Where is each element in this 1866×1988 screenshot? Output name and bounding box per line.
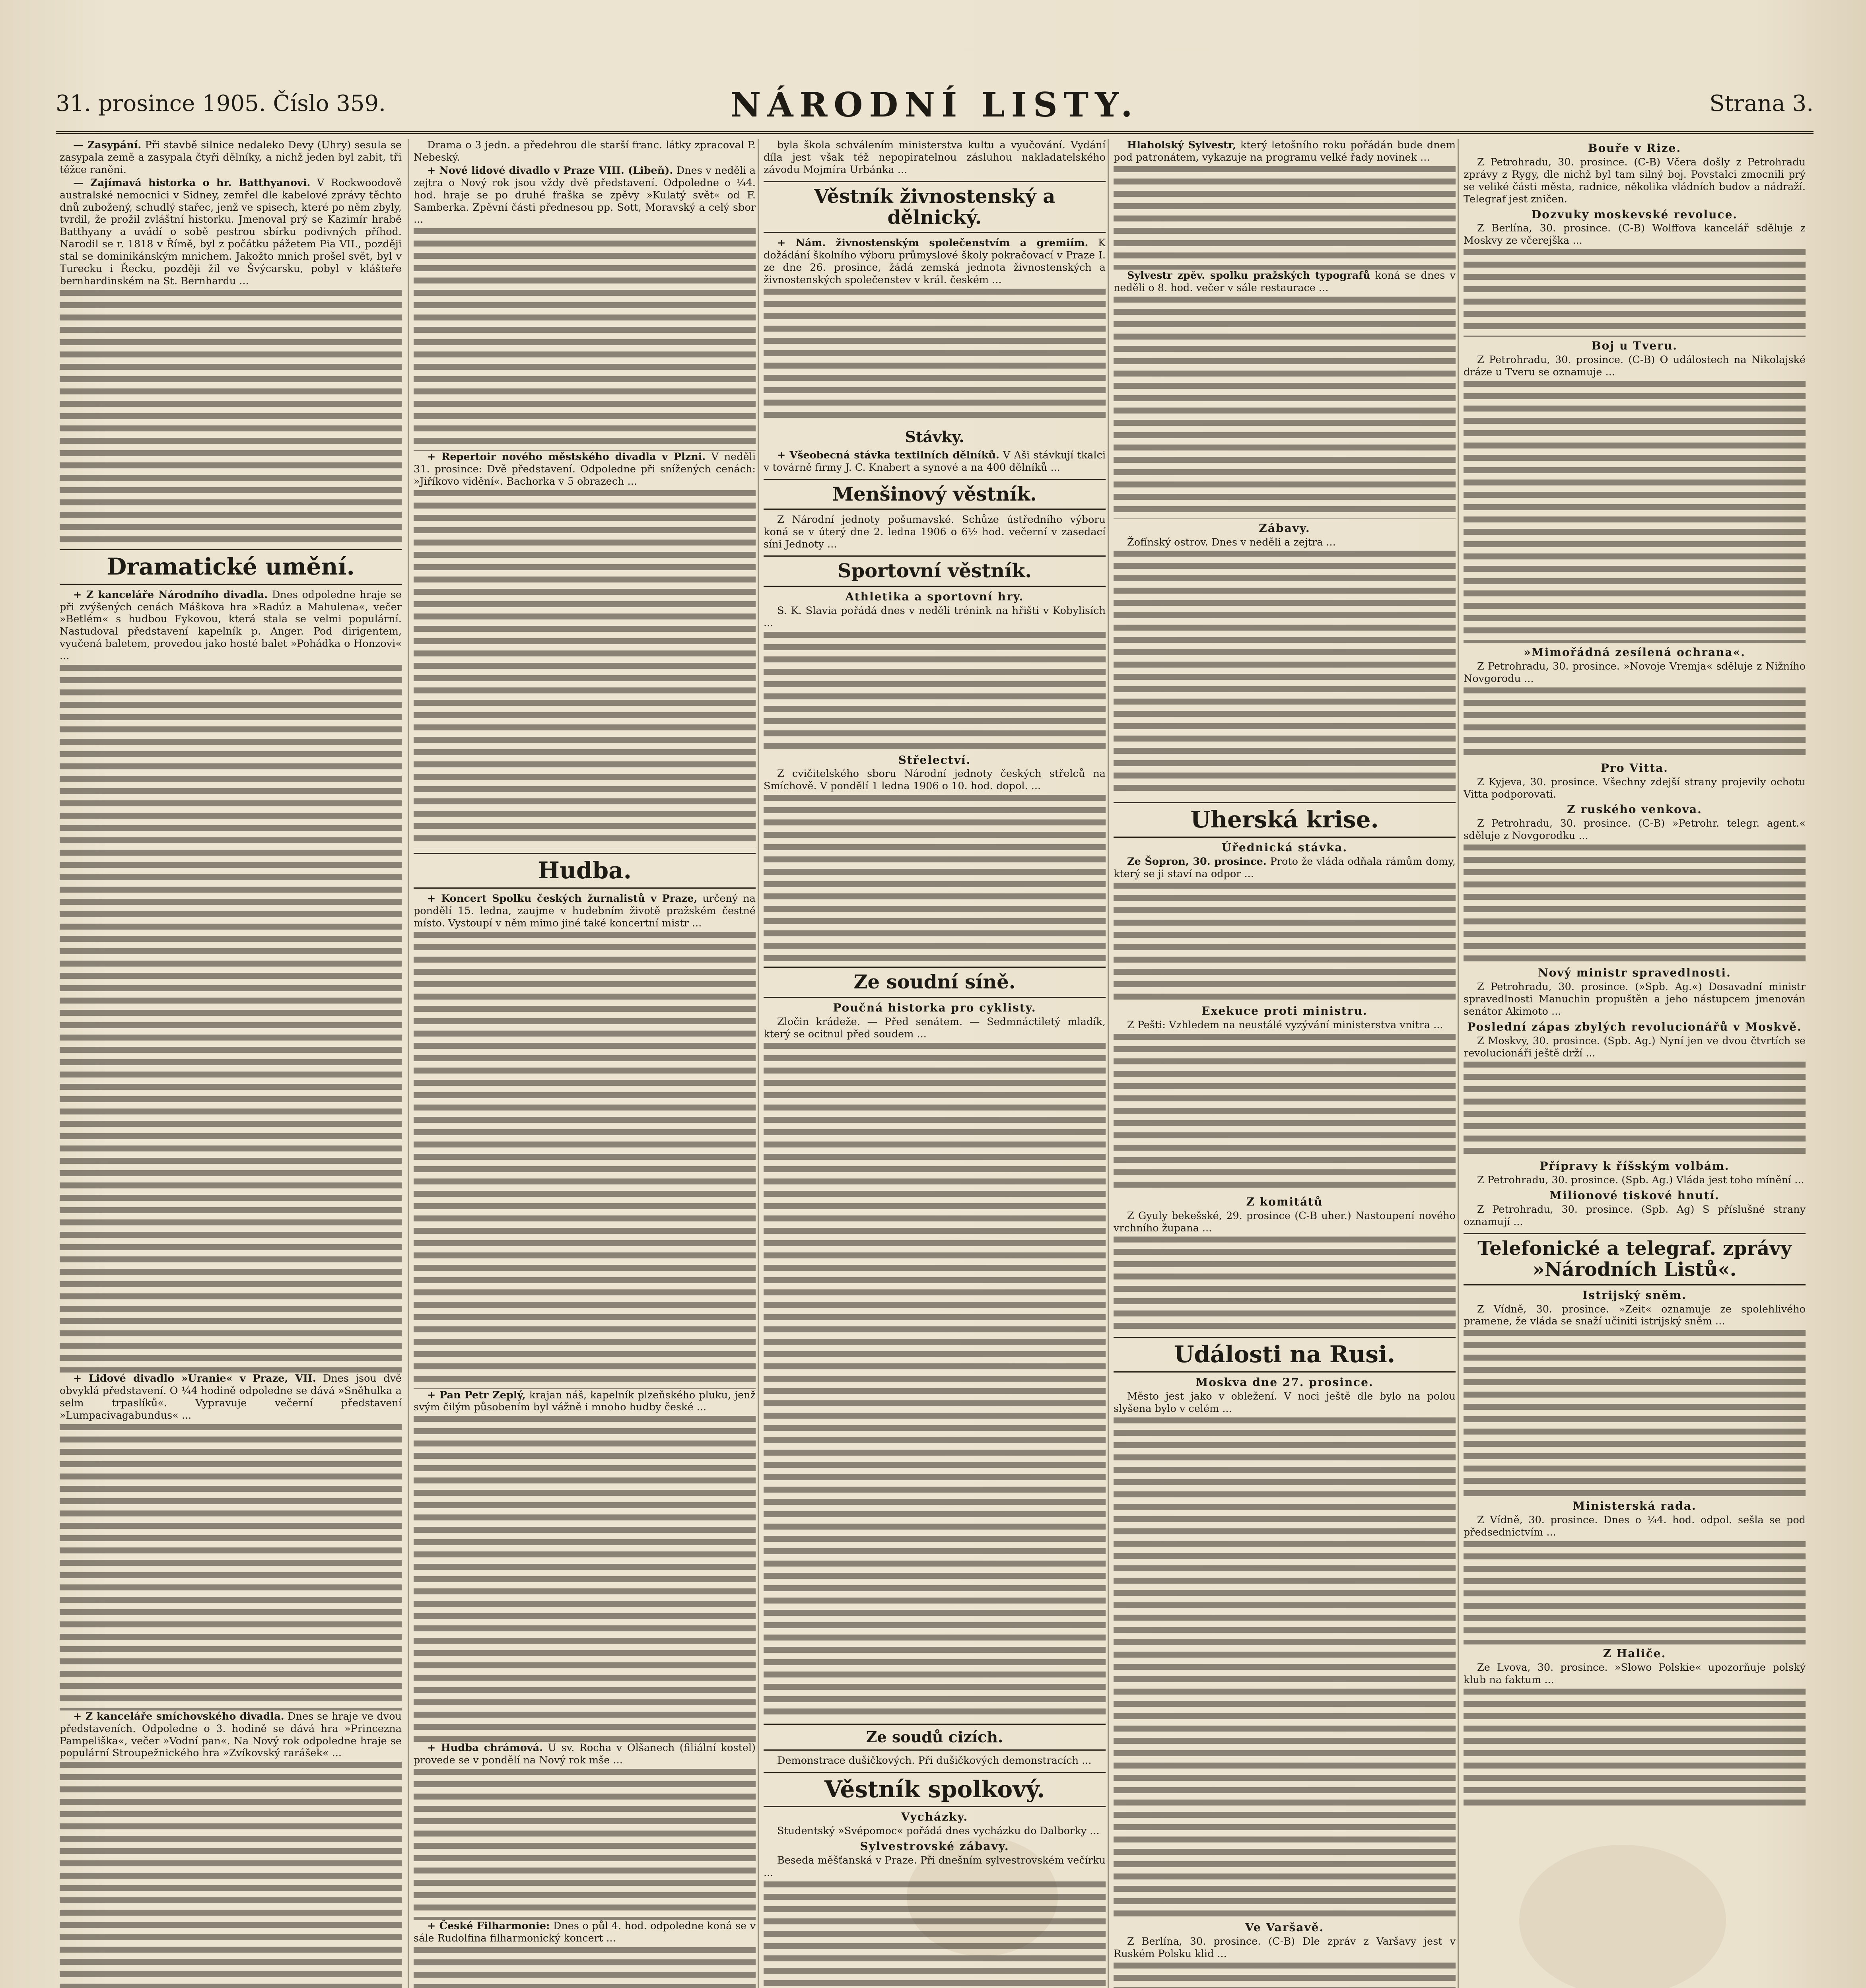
issue-date: 31. prosince 1905. Číslo 359. (56, 91, 386, 116)
text-block (1464, 1330, 1806, 1497)
article-text: Demonstrace dušičkových. Při dušičkových demonstracích ... (777, 1754, 1092, 1767)
article-text: Z Národní jednoty pošumavské. Schůze ústředního výboru koná se v úterý dne 2. ledna 1906 o 6½ hod. večerní v zasedací síni Jednoty ... (764, 514, 1106, 551)
article (414, 1742, 756, 1767)
article-head: + Z kanceláře smíchovského divadla. (73, 1710, 284, 1722)
article-text: který letošního roku pořádán bude dnem pod patronátem, vykazuje na programu velké řady novinek ... (1114, 139, 1456, 163)
text-block (764, 1043, 1106, 1719)
subsection-title: Boj u Tveru. (1591, 339, 1678, 353)
article-text: Z Pešti: Vzhledem na neustálé vyzývání ministerstva vnitra ... (1127, 1019, 1443, 1031)
article-text: Dnes se hraje ve dvou představeních. Odpoledne o 3. hodině se dává hra »Princezna Pampeliška«, večer »Vodní pan«. Na Nový rok odpoledne hraje se populární Stroupežnického hra »Zvíkovský rarášek« ... (60, 1710, 402, 1759)
text-block (764, 1881, 1106, 1988)
article-head: + Pan Petr Zeplý, (427, 1389, 526, 1401)
article (414, 893, 756, 930)
article-text: Z Gyuly bekešské, 29. prosince (C-B uher.) Nastoupení nového vrchního župana ... (1114, 1209, 1456, 1234)
subsection-title: Přípravy k říšským volbám. (1539, 1159, 1730, 1173)
section-title: Věstník spolkový. (764, 1772, 1106, 1807)
section-title: Ze soudní síně. (764, 967, 1106, 998)
subsection-title: Poučná historka pro cyklisty. (833, 1001, 1036, 1015)
article (414, 139, 756, 164)
subsection-title: Zábavy. (1259, 521, 1310, 535)
subsection-title: Poslední zápas zbylých revolucionářů v Moskvě. (1467, 1020, 1802, 1033)
article-head: + Hudba chrámová. (427, 1742, 543, 1754)
article-head: + Repertoir nového městského divadla v Plzni. (427, 451, 706, 463)
text-block (1464, 1062, 1806, 1157)
page-number: Strana 3. (1709, 91, 1814, 116)
article-text: S. K. Slavia pořádá dnes v neděli trénink na hřišti v Kobylisích ... (764, 604, 1106, 629)
text-block (414, 1947, 756, 1988)
article-head: Sylvestr zpěv. spolku pražských typografů (1127, 269, 1370, 282)
subsection-title: Athletika a sportovní hry. (845, 590, 1024, 603)
subsection-title: Nový ministr spravedlnosti. (1538, 966, 1731, 980)
article-text: Z Petrohradu, 30. prosince. (»Spb. Ag.«) Dosavadní ministr spravedlnosti Manuchin propuštěn a jeho nástupcem jmenován senátor Akimoto ... (1464, 981, 1806, 1017)
article (1114, 139, 1456, 164)
article-text: koná se dnes v neděli o 8. hod. večer v sále restaurace ... (1114, 269, 1456, 294)
subsection-title: Istrijský sněm. (1582, 1288, 1687, 1302)
article (414, 1920, 756, 1945)
article (1464, 660, 1806, 685)
article (1114, 270, 1456, 294)
article-head: + Z kanceláře Národního divadla. (73, 588, 268, 601)
article-text: U sv. Rocha v Olšanech (filiální kostel) provede se v pondělí na Nový rok mše ... (414, 1742, 756, 1767)
subsection-title: Dozvuky moskevské revoluce. (1531, 208, 1738, 221)
article (764, 514, 1106, 551)
article-text: krajan náš, kapelník plzeňského pluku, jenž svým čilým působením byl vážně i mnoho hudby české ... (414, 1389, 756, 1413)
article-text: Město jest jako v obležení. V noci ještě dle bylo na polou slyšena bylo v celém ... (1114, 1390, 1456, 1415)
article-text: Drama o 3 jedn. a předehrou dle starší franc. látky zpracoval P. Nebeský. (414, 139, 756, 163)
article (1114, 1210, 1456, 1235)
text-block (764, 795, 1106, 962)
text-block (1114, 1237, 1456, 1332)
article-text: Z Petrohradu, 30. prosince. (Spb. Ag.) Vláda jest toho mínění ... (1477, 1174, 1804, 1186)
text-block (414, 1769, 756, 1920)
article-text: Proto že vláda odňala rámům domy, který se ji staví na odpor ... (1114, 856, 1456, 880)
article (414, 451, 756, 488)
masthead (56, 83, 1814, 134)
article-text: K dožádání školního výboru průmyslové školy pokračovací v Praze I. ze dne 26. prosince, žádá zemská jednota živnostenských a živnostenských společenstev v král. českém ... (764, 237, 1106, 286)
article (414, 165, 756, 226)
section-title: Události na Rusi. (1114, 1337, 1456, 1373)
article (764, 1755, 1106, 1767)
article-text: Při stavbě silnice nedaleko Devy (Uhry) sesula se zasypala země a zasypala čtyři dělníky, a nichž jeden byl zabit, tři těžce raněni. (60, 139, 402, 176)
subsection-title: Vycházky. (901, 1810, 968, 1824)
section-title: Věstník živnostenský a dělnický. (764, 181, 1106, 233)
article-head: + Všeobecná stávka textilních dělníků. (777, 449, 999, 461)
column-2 (414, 139, 756, 1988)
text-block (1114, 297, 1456, 519)
subsection-title: Z komitátů (1246, 1195, 1323, 1208)
subsection-title: »Mimořádná zesílená ochrana«. (1524, 645, 1745, 659)
article (1464, 1204, 1806, 1228)
section-title: Sportovní věstník. (764, 555, 1106, 587)
article (764, 605, 1106, 629)
subsection-title: Ve Varšavě. (1245, 1921, 1324, 1934)
column-1 (60, 139, 402, 1988)
text-block (1114, 1963, 1456, 1988)
text-block (1114, 1417, 1456, 1918)
section-title: Hudba. (414, 853, 756, 889)
subsection-title: Z Haliče. (1603, 1647, 1666, 1660)
column-rule (408, 139, 409, 1988)
column-rule (1458, 139, 1459, 1988)
article-head: — Zajímavá historka o hr. Batthyanovi. (73, 177, 311, 189)
article (1464, 1174, 1806, 1186)
article-text: V Rockwoodově australské nemocnici v Sidney, zemřel dle kabelové zprávy těchto dnů zubožený, schudlý stařec, jenž ve spisech, které po něm zbyly, tvrdil, že prožil zvláštní historku. Jmenoval prý se Kazimír hrabě Batthyany a uvádí o sobě pestrou sbírku podivných příhod. Narodil se r. 1818 v Římě, byl z počátku pážetem Pia VII., později stal se dominikánským mnichem. Jakožto mnich prošel svět, byl v Turecku i Řecku, později žil ve Švýcarsku, pobyl v klášteře bernhardinském na St. Bernhardu ... (60, 177, 402, 287)
article-text: byla škola schválením ministerstva kultu a vyučování. Vydání díla jest však též nepopiratelnou zásluhou nakladatelského závodu Mojmíra Urbánka ... (764, 139, 1106, 176)
text-block (60, 1762, 402, 1988)
section-title: Ze soudů cizích. (764, 1724, 1106, 1751)
article (764, 768, 1106, 792)
article (1464, 776, 1806, 801)
article-text: Dnes jsou dvě obvyklá představení. O ¼4 hodině odpoledne se dává »Sněhulka a selm trpaslíků«. Vypravuje večerní představení »Lumpacivagabundus« ... (60, 1373, 402, 1421)
article-head: + Nám. živnostenským společenstvím a gremiím. (777, 237, 1088, 249)
article-text: Z Petrohradu, 30. prosince. (Spb. Ag) S příslušné strany oznamují ... (1464, 1204, 1806, 1228)
article (1114, 536, 1456, 549)
article-text: Dnes o půl 4. hod. odpoledne koná se v sále Rudolfina filharmonický koncert ... (414, 1920, 756, 1945)
text-block (1114, 883, 1456, 1002)
section-title: Menšinový věstník. (764, 479, 1106, 510)
article-head: — Zasypání. (73, 139, 142, 151)
subsection-title: Bouře v Rize. (1588, 142, 1681, 155)
column-4 (1114, 139, 1456, 1988)
article (1464, 1303, 1806, 1328)
article (1114, 1936, 1456, 1960)
text-block (764, 289, 1106, 424)
text-block (1114, 166, 1456, 270)
subsection-title: Pro Vitta. (1601, 761, 1668, 775)
section-title: Telefonické a telegraf. zprávy »Národních Listů«. (1464, 1233, 1806, 1285)
article-text: Z Petrohradu, 30. prosince. (C-B) O událostech na Nikolajské dráze u Tveru se oznamuje ... (1464, 354, 1806, 379)
text-block (414, 490, 756, 848)
text-block (1464, 687, 1806, 759)
subsection-title: Sylvestrovské zábavy. (860, 1840, 1009, 1853)
text-block (60, 1424, 402, 1710)
article (764, 1016, 1106, 1041)
subsection-title: Střelectví. (898, 753, 971, 767)
article (764, 237, 1106, 286)
text-block (60, 290, 402, 544)
article-text: Beseda měšťanská v Praze. Při dnešním sylvestrovském večírku ... (764, 1854, 1106, 1879)
text-block (764, 632, 1106, 751)
subsection-title: Úřednická stávka. (1221, 841, 1348, 854)
article (1464, 981, 1806, 1018)
article (764, 1825, 1106, 1837)
text-block (414, 1416, 756, 1742)
column-rule (758, 139, 759, 1988)
subsection-title: Exekuce proti ministru. (1201, 1004, 1368, 1017)
article (1464, 156, 1806, 206)
subsection-title: Moskva dne 27. prosince. (1195, 1376, 1374, 1389)
article (60, 1710, 402, 1760)
newspaper-title: NÁRODNÍ LISTY. (730, 85, 1139, 124)
text-block (1464, 1541, 1806, 1644)
article-text: Dnes odpoledne hraje se při zvýšených cenách Máškova hra »Radúz a Mahulena«, večer »Betlém« s hudbou Fykovou, která stala se velmi populární. Nastudoval představení kapelník p. Anger. Pod dirigentem, vyučená baletem, provedou jako hosté balet »Pohádka o Honzovi« ... (60, 588, 402, 662)
column-5 (1464, 139, 1806, 1988)
article-text: Dnes v neděli a zejtra o Nový rok jsou vždy dvě představení. Odpoledne o ¼4. hod. hraje se po druhé fraška se zpěvy »Kulatý svět« od F. Samberka. Zpěvní části přednesou pp. Sott, Moravský a celý sbor ... (414, 164, 756, 226)
article (1464, 1662, 1806, 1686)
article-text: Studentský »Svépomoc« pořádá dnes vycházku do Dalborky ... (777, 1825, 1100, 1837)
article (764, 139, 1106, 176)
text-block (414, 932, 756, 1389)
article-text: Z Vídně, 30. prosince. »Zeit« oznamuje ze spolehlivého pramene, že vláda se snaží učiniti istrijský sněm ... (1464, 1303, 1806, 1328)
article (1464, 1035, 1806, 1060)
article (1464, 354, 1806, 379)
section-title: Stávky. (905, 427, 964, 446)
article-head: + Lidové divadlo »Uranie« v Praze, VII. (73, 1373, 316, 1385)
article-head: + České Filharmonie: (427, 1920, 550, 1932)
article (1114, 1390, 1456, 1415)
article-text: Žofínský ostrov. Dnes v neděli a zejtra ... (1127, 536, 1336, 548)
text-block (1114, 551, 1456, 797)
article (414, 1389, 756, 1414)
article-text: V Aši stávkují tkalci v továrně firmy J. C. Knabert a synové a na 400 dělníků ... (764, 449, 1106, 474)
article (1464, 222, 1806, 247)
text-block (1464, 1689, 1806, 1808)
article-text: Ze Lvova, 30. prosince. »Slowo Polskie« upozorňuje polský klub na faktum ... (1464, 1661, 1806, 1686)
text-block (1114, 1034, 1456, 1193)
article-head: Ze Šopron, 30. prosince. (1127, 856, 1267, 868)
subsection-title: Milionové tiskové hnutí. (1549, 1189, 1720, 1202)
article (60, 1373, 402, 1422)
article-text: Z Vídně, 30. prosince. Dnes o ¼4. hod. odpol. sešla se pod předsednictvím ... (1464, 1514, 1806, 1539)
article-text: Z Petrohradu, 30. prosince. »Novoje Vremja« sděluje z Nižního Novgorodu ... (1464, 660, 1806, 685)
article-text: Z Petrohradu, 30. prosince. (C-B) Včera došly z Petrohradu zprávy z Rygy, dle nichž byl tam silný boj. Povstalci zmocnili prý se veliké části města, radnice, několika vládních budov a nádraží. Telegraf jest zničen. (1464, 156, 1806, 205)
article (764, 1854, 1106, 1879)
column-rule (1108, 139, 1109, 1988)
article (60, 177, 402, 287)
article-text: Z Moskvy, 30. prosince. (Spb. Ag.) Nyní jen ve dvou čtvrtích se revolucionáři ještě drží ... (1464, 1035, 1806, 1059)
article (1464, 817, 1806, 842)
text-block (1464, 381, 1806, 643)
text-block (414, 228, 756, 451)
article (1114, 856, 1456, 880)
column-3 (764, 139, 1106, 1988)
article (764, 449, 1106, 474)
subsection-title: Ministerská rada. (1572, 1499, 1697, 1513)
article-head: + Nové lidové divadlo v Praze VIII. (Libeň). (427, 164, 673, 177)
subsection-title: Z ruského venkova. (1567, 803, 1702, 816)
article-text: Z Petrohradu, 30. prosince. (C-B) »Petrohr. telegr. agent.« sděluje z Novgorodku ... (1464, 817, 1806, 842)
article-text: Z Berlína, 30. prosince. (C-B) Wolffova kancelář sděluje z Moskvy ze včerejška ... (1464, 222, 1806, 247)
article (1114, 1019, 1456, 1031)
text-block (60, 665, 402, 1373)
article (60, 139, 402, 176)
article (1464, 1514, 1806, 1539)
article-head: + Koncert Spolku českých žurnalistů v Praze, (427, 892, 698, 905)
article-text: Zločin krádeže. — Před senátem. — Sedmnáctiletý mladík, který se ocitnul před soudem ... (764, 1016, 1106, 1040)
text-block (1464, 249, 1806, 337)
article (60, 589, 402, 662)
section-title: Uherská krise. (1114, 802, 1456, 838)
article-text: Z Berlína, 30. prosince. (C-B) Dle zpráv z Varšavy jest v Ruském Polsku klid ... (1114, 1935, 1456, 1960)
article-text: V neděli 31. prosince: Dvě představení. Odpoledne při snížených cenách: »Jiříkovo vidění«. Bachorka v 5 obrazech ... (414, 451, 756, 488)
article-text: určený na pondělí 15. ledna, zaujme v hudebním životě pražském čestné místo. Vystoupí v něm mimo jiné také koncertní mistr ... (414, 892, 756, 929)
article-text: Z cvičitelského sboru Národní jednoty českých střelců na Smíchově. V pondělí 1 ledna 1906 o 10. hod. dopol. ... (764, 768, 1106, 792)
section-title: Dramatické umění. (60, 549, 402, 585)
text-block (1464, 845, 1806, 964)
article-head: Hlaholský Sylvestr, (1127, 139, 1236, 151)
article-text: Z Kyjeva, 30. prosince. Všechny zdejší strany projevily ochotu Vitta podporovati. (1464, 776, 1806, 800)
